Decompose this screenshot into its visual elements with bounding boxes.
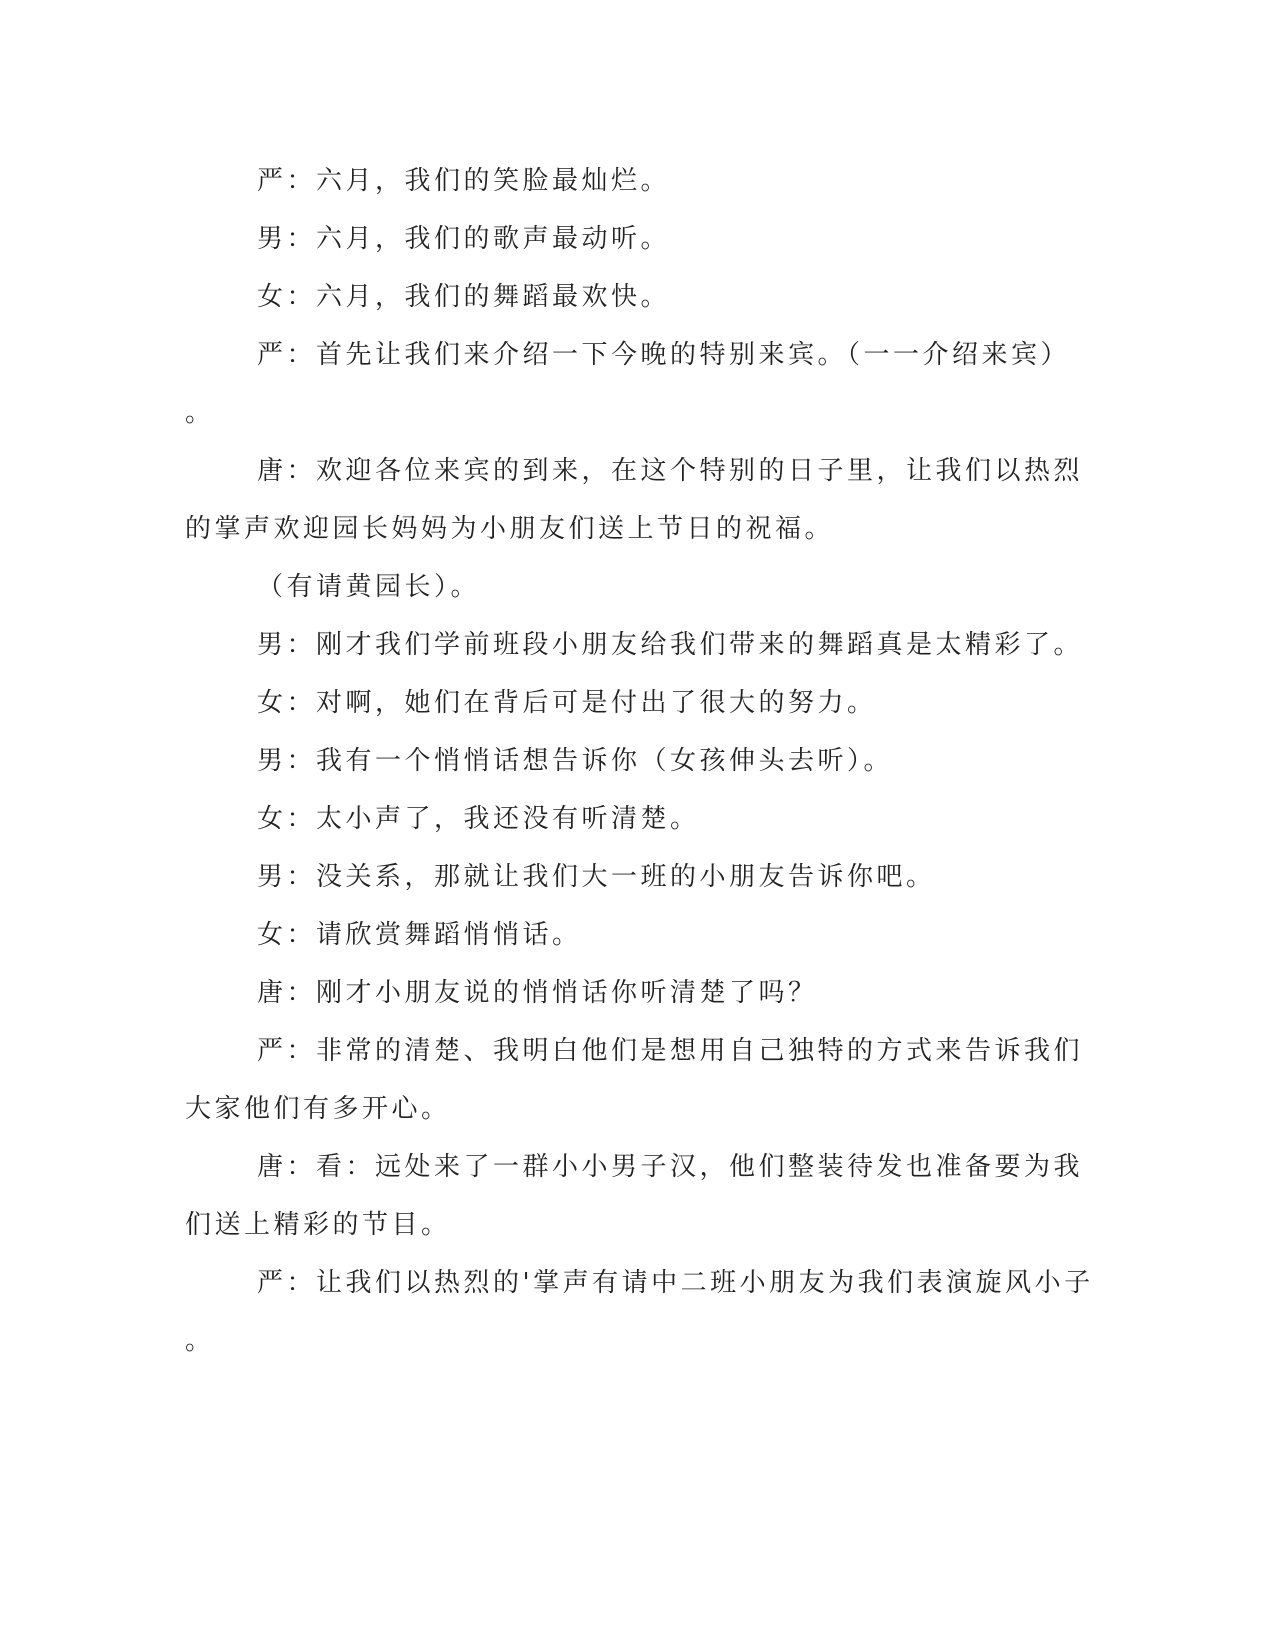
paragraph-tang-little-men: 唐：看：远处来了一群小小男子汉，他们整装待发也准备要为我 <box>257 1152 1084 1182</box>
paragraph-tang-little-men-continued: 们送上精彩的节目。 <box>185 1210 451 1240</box>
paragraph-nan-whisper: 男：我有一个悄悄话想告诉你（女孩伸头去听）。 <box>257 746 894 776</box>
paragraph-nan-songs: 男：六月，我们的歌声最动听。 <box>257 224 671 254</box>
paragraph-nv-too-quiet: 女：太小声了，我还没有听清楚。 <box>257 804 700 834</box>
paragraph-nv-enjoy-dance: 女：请欣赏舞蹈悄悄话。 <box>257 920 582 950</box>
paragraph-yan-introduce-guests: 严：首先让我们来介绍一下今晚的特别来宾。（一一介绍来宾） <box>257 340 1071 370</box>
paragraph-tang-welcome: 唐：欢迎各位来宾的到来，在这个特别的日子里，让我们以热烈 <box>257 456 1084 486</box>
paragraph-yan-smiles: 严：六月，我们的笑脸最灿烂。 <box>257 166 671 196</box>
paragraph-final-period: 。 <box>185 1326 215 1356</box>
document-body <box>185 152 1094 1370</box>
paragraph-continuation-period: 。 <box>185 398 215 428</box>
paragraph-nv-effort: 女：对啊，她们在背后可是付出了很大的努力。 <box>257 688 877 718</box>
paragraph-nan-class-one: 男：没关系，那就让我们大一班的小朋友告诉你吧。 <box>257 862 936 892</box>
paragraph-yan-very-clear-continued: 大家他们有多开心。 <box>185 1094 451 1124</box>
paragraph-yan-very-clear: 严：非常的清楚、我明白他们是想用自己独特的方式来告诉我们 <box>257 1036 1084 1066</box>
paragraph-invite-principal: （有请黄园长）。 <box>257 572 481 602</box>
paragraph-nan-dance-praise: 男：刚才我们学前班段小朋友给我们带来的舞蹈真是太精彩了。 <box>257 630 1084 660</box>
paragraph-tang-did-you-hear: 唐：刚才小朋友说的悄悄话你听清楚了吗？ <box>257 978 818 1008</box>
paragraph-nv-dance: 女：六月，我们的舞蹈最欢快。 <box>257 282 671 312</box>
paragraph-tang-welcome-continued: 的掌声欢迎园长妈妈为小朋友们送上节日的祝福。 <box>185 514 835 544</box>
paragraph-yan-whirlwind-boys: 严：让我们以热烈的'掌声有请中二班小朋友为我们表演旋风小子 <box>257 1268 1094 1298</box>
